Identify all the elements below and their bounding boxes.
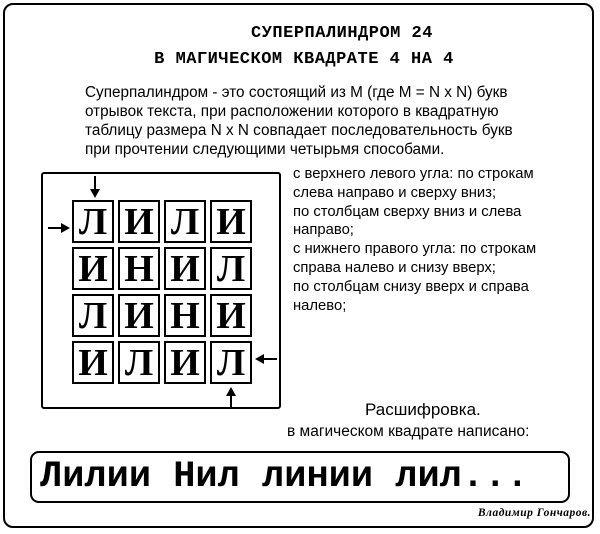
grid-cell: И xyxy=(118,294,160,337)
title-line-1: СУПЕРПАЛИНДРОМ 24 xyxy=(251,24,433,43)
grid-cell: И xyxy=(164,341,206,384)
grid-cell: И xyxy=(210,200,252,243)
answer-text: Лилии Нил линии лил... xyxy=(40,456,529,498)
rule-line: по столбцам снизу вверх и справа xyxy=(293,278,529,295)
grid-cell: И xyxy=(210,294,252,337)
rule-line: с нижнего правого угла: по строкам xyxy=(293,241,537,258)
author-signature: Владимир Гончаров. xyxy=(477,507,591,519)
rule-line: направо; xyxy=(293,222,354,239)
answer-box xyxy=(30,451,570,503)
intro-text xyxy=(85,83,595,159)
grid-cell: Л xyxy=(210,341,252,384)
grid-cell: Л xyxy=(210,247,252,290)
rule-line: налево; xyxy=(293,297,347,314)
grid-cell: Л xyxy=(72,200,114,243)
rule-line: слева направо и сверху вниз; xyxy=(293,184,497,201)
rule-line: по столбцам сверху вниз и слева xyxy=(293,203,522,220)
intro-line: таблицу размера N x N совпадает последовательность букв xyxy=(85,122,513,139)
intro-line: при прочтении следующими четырьмя способами. xyxy=(85,141,445,158)
grid-cell: Н xyxy=(164,294,206,337)
grid-cell: И xyxy=(118,200,160,243)
magic-square-grid xyxy=(72,200,252,384)
arrow-up-icon xyxy=(224,386,238,410)
title-line-2: В МАГИЧЕСКОМ КВАДРАТЕ 4 НА 4 xyxy=(154,50,454,69)
grid-cell: Н xyxy=(118,247,160,290)
arrow-down-icon xyxy=(88,175,102,199)
grid-cell: И xyxy=(164,247,206,290)
rule-line: с верхнего левого угла: по строкам xyxy=(293,166,534,182)
arrow-right-icon xyxy=(47,221,71,235)
decode-title: Расшифровка. xyxy=(365,400,481,419)
decode-subtitle: в магическом квадрате написано: xyxy=(287,423,530,440)
reading-rules xyxy=(293,165,593,315)
rule-line: справа налево и снизу вверх; xyxy=(293,259,496,276)
intro-line: Суперпалиндром - это состоящий из М (где М = N x N) букв xyxy=(85,84,508,101)
arrow-left-icon xyxy=(254,352,278,366)
intro-line: отрывок текста, при расположении которого в квадратную xyxy=(85,103,499,120)
grid-cell: И xyxy=(72,341,114,384)
grid-cell: Л xyxy=(118,341,160,384)
grid-cell: Л xyxy=(72,294,114,337)
grid-cell: Л xyxy=(164,200,206,243)
grid-cell: И xyxy=(72,247,114,290)
